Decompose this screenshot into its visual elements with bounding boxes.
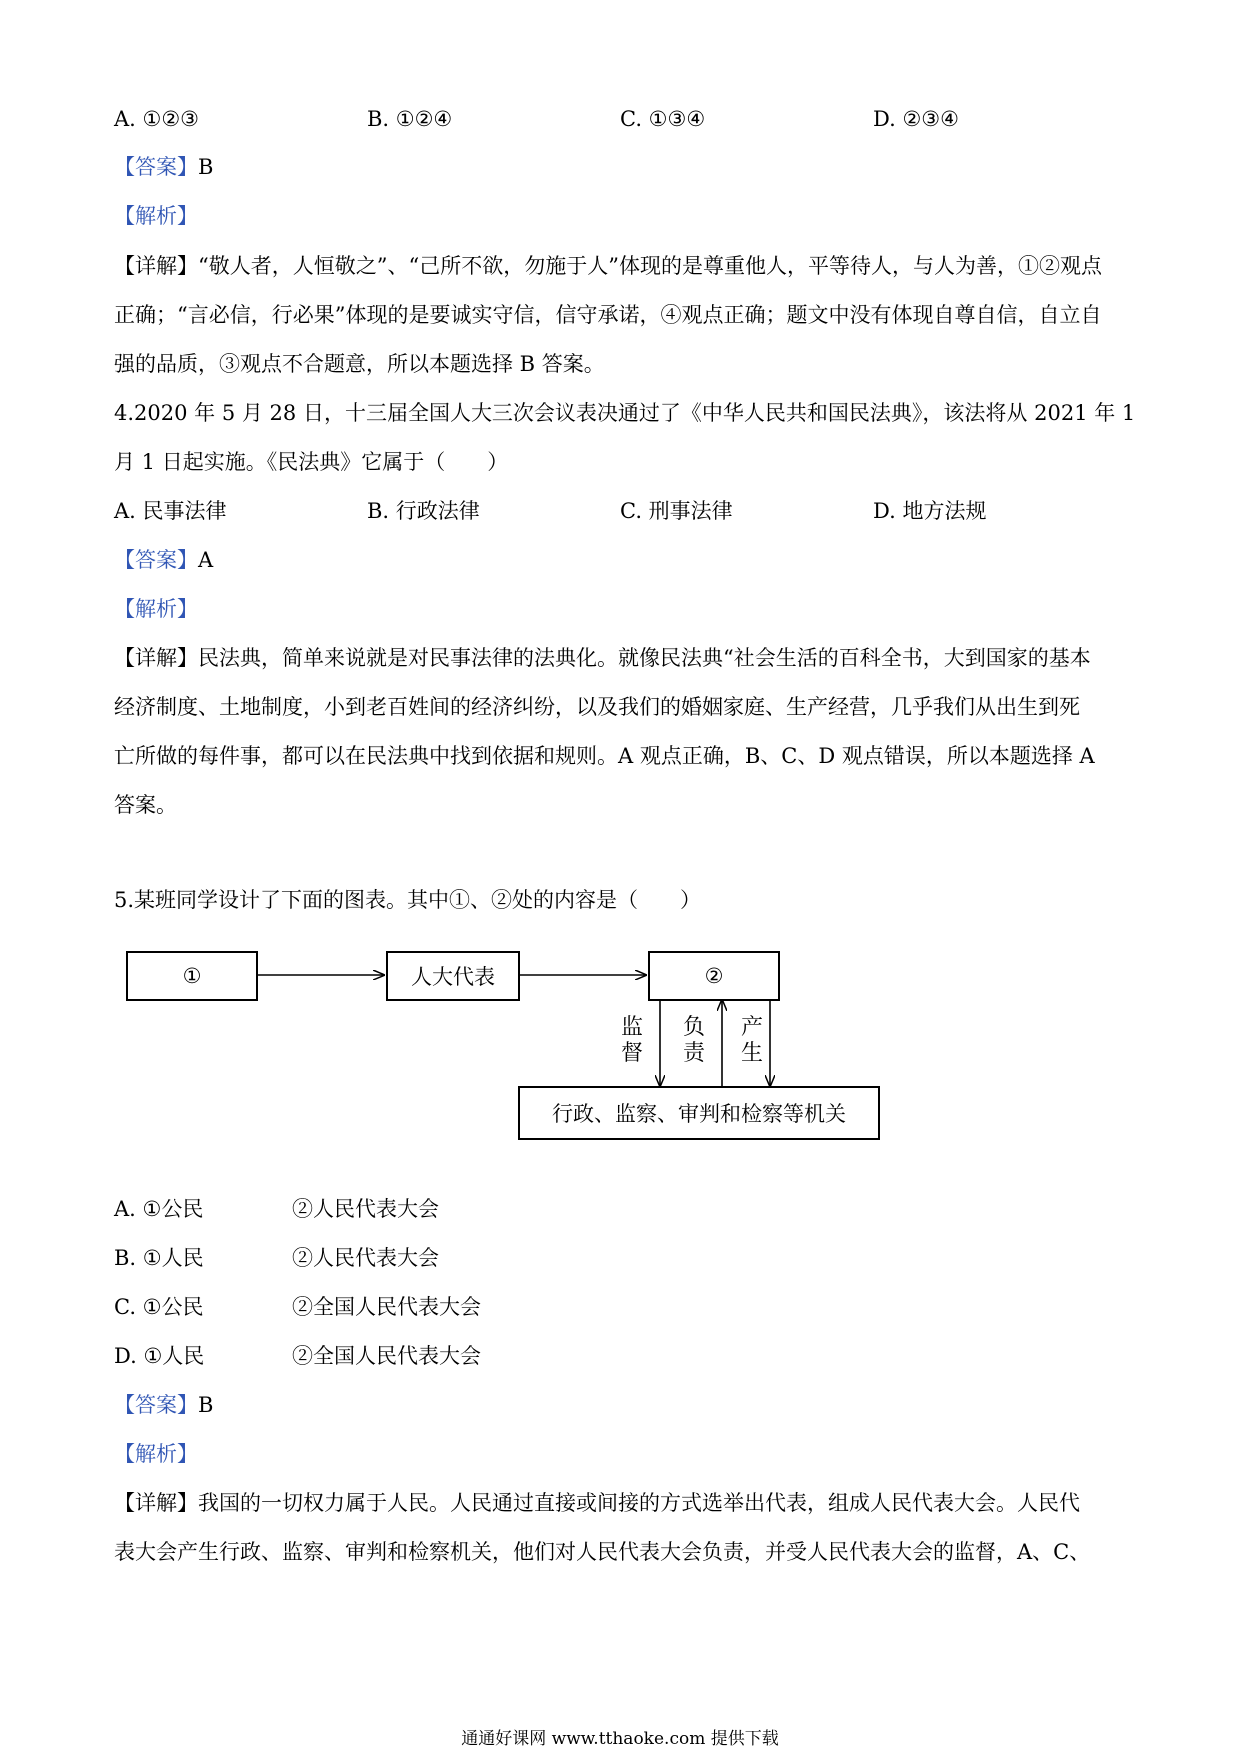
q3-option-d: D. ②③④ [873,107,959,131]
q5-stem: 5.某班同学设计了下面的图表。其中①、②处的内容是（ ） [114,888,702,912]
analysis-tag: 【解析】 [114,597,198,621]
q5-option-a-second: ②人民代表大会 [292,1197,439,1221]
box-2-label: 人大代表 [411,965,495,989]
label-produce: 产生 [740,1015,763,1066]
detail-tag: 【详解】 [114,254,198,278]
box-1-label: ① [182,964,202,988]
q5-option-a [114,1194,203,1224]
q5-detail-line-1 [114,1488,1080,1518]
label-supervise: 监督 [620,1015,643,1066]
q4-detail-line-3: 亡所做的每件事，都可以在民法典中找到依据和规则。A 观点正确，B、C、D 观点错误，所以本题选择 A [114,744,1095,768]
option-first: A. ①公民 [114,1197,204,1221]
diagram-box-4 [518,1086,880,1140]
q5-option-c [114,1292,204,1322]
q4-detail-line-4: 答案。 [114,793,177,817]
q5-answer [114,1390,213,1420]
q3-option-b: B. ①②④ [367,107,453,131]
q5-option-d [114,1341,204,1371]
q3-detail-line-2: 正确；“言必信，行必果”体现的是要诚实守信，信守承诺，④观点正确；题文中没有体现自尊自信，自立自 [114,303,1102,327]
detail-text: “敬人者，人恒敬之”、“己所不欲，勿施于人”体现的是尊重他人，平等待人，与人为善，①②观点 [198,254,1102,278]
page-footer: 通通好课网 www.tthaoke.com 提供下载 [461,1729,779,1749]
answer-tag: 【答案】 [114,548,198,572]
q5-detail-line-2: 表大会产生行政、监察、审判和检察机关，他们对人民代表大会负责，并受人民代表大会的监督，A、C、 [114,1540,1091,1564]
detail-tag: 【详解】 [114,1491,198,1515]
q4-option-c: C. 刑事法律 [620,499,733,523]
detail-text: 我国的一切权力属于人民。人民通过直接或间接的方式选举出代表，组成人民代表大会。人民代 [198,1491,1080,1515]
label-responsible: 负责 [682,1015,705,1066]
answer-value: B [198,155,214,179]
q5-option-b [114,1243,204,1273]
diagram-box-2 [386,951,520,1001]
detail-text: 民法典，简单来说就是对民事法律的法典化。就像民法典“社会生活的百科全书，大到国家的基本 [198,646,1091,670]
q3-option-c: C. ①③④ [620,107,706,131]
q4-detail-line-2: 经济制度、土地制度，小到老百姓间的经济纠纷，以及我们的婚姻家庭、生产经营，几乎我们从出生到死 [114,695,1080,719]
q4-stem-line-2: 月 1 日起实施。《民法典》它属于（ ） [114,450,509,474]
q4-stem-line-1: 4.2020 年 5 月 28 日，十三届全国人大三次会议表决通过了《中华人民共和国民法典》，该法将从 2021 年 1 [114,401,1136,425]
answer-tag: 【答案】 [114,155,198,179]
q5-option-b-second: ②人民代表大会 [292,1246,439,1270]
diagram-box-3 [648,951,780,1001]
q4-option-b: B. 行政法律 [367,499,480,523]
q5-analysis-heading [114,1439,198,1469]
answer-value: B [198,1393,214,1417]
answer-tag: 【答案】 [114,1393,198,1417]
q5-option-c-second: ②全国人民代表大会 [292,1295,481,1319]
box-4-label: 行政、监察、审判和检察等机关 [552,1102,846,1126]
option-first: D. ①人民 [114,1344,205,1368]
analysis-tag: 【解析】 [114,1442,198,1466]
analysis-tag: 【解析】 [114,204,198,228]
q3-detail-line-3: 强的品质，③观点不合题意，所以本题选择 B 答案。 [114,352,605,376]
box-3-label: ② [704,964,724,988]
q4-option-a: A. 民事法律 [114,499,227,523]
answer-value: A [198,548,214,572]
q5-option-d-second: ②全国人民代表大会 [292,1344,481,1368]
q4-option-d: D. 地方法规 [873,499,987,523]
detail-tag: 【详解】 [114,646,198,670]
diagram-box-1 [126,951,258,1001]
option-first: C. ①公民 [114,1295,204,1319]
q3-option-a: A. ①②③ [114,107,199,131]
option-first: B. ①人民 [114,1246,204,1270]
